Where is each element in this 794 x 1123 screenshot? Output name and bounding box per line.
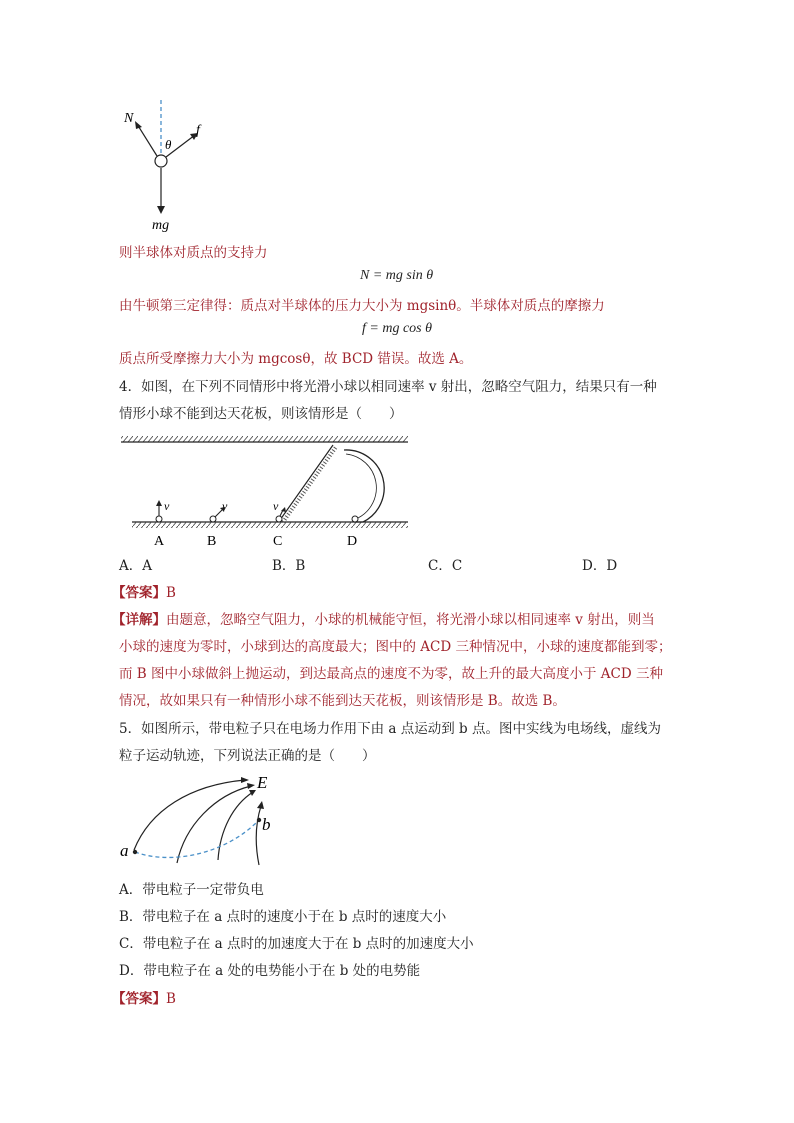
solution-line-2: 由牛顿第三定律得：质点对半球体的压力大小为 mgsinθ。半球体对质点的摩擦力: [119, 298, 605, 314]
incline-hatch: [283, 447, 336, 522]
q4-option-d: D．D: [582, 558, 618, 574]
field-line-2: [177, 786, 251, 863]
field-line-3: [218, 792, 253, 860]
ball-a: [156, 516, 162, 522]
incline: [280, 445, 333, 520]
label-point-a: a: [120, 841, 129, 860]
ground-hatch: [132, 522, 408, 528]
mass-point: [155, 155, 167, 167]
q4-detail-line-2: 小球的速度为零时，小球到达的高度最大；图中的 ACD 三种情况中，小球的速度都能到零；: [119, 639, 672, 655]
label-d: D: [347, 534, 358, 549]
q5-answer: [112, 989, 176, 1009]
formula-normal-force: N = mg sin θ: [360, 268, 434, 283]
q5-stem-line-2: 粒子运动轨迹，下列说法正确的是（ ）: [119, 748, 376, 764]
answer-value: B: [166, 991, 176, 1007]
label-b: B: [207, 534, 217, 549]
q4-stem-line-2: 情形小球不能到达天花板，则该情形是（ ）: [119, 406, 403, 422]
point-a: [133, 850, 137, 854]
label-point-b: b: [262, 815, 271, 834]
answer-tag: 【答案】: [112, 585, 166, 601]
q4-option-c: C．C: [428, 558, 463, 574]
solution-line-3: 质点所受摩擦力大小为 mgcosθ，故 BCD 错误。故选 A。: [119, 351, 473, 367]
solution-line-1: 则半球体对质点的支持力: [119, 245, 268, 261]
q4-option-b: B．B: [272, 558, 306, 574]
label-mg: mg: [152, 218, 170, 233]
field-line-4: [256, 806, 261, 865]
label-c: C: [273, 534, 283, 549]
label-f: f: [196, 123, 200, 138]
label-a: A: [154, 534, 165, 549]
q4-detail-line-4: 情况，故如果只有一种情形小球不能到达天花板，则该情形是 B。故选 B。: [119, 693, 566, 709]
q4-answer: [112, 583, 176, 603]
semicircle-inner: [346, 454, 376, 518]
q5-option-b: B．带电粒子在 a 点时的速度小于在 b 点时的速度大小: [119, 909, 447, 925]
point-b: [257, 818, 261, 822]
label-theta: θ: [165, 137, 172, 152]
label-N: N: [124, 111, 134, 126]
answer-tag: 【答案】: [112, 991, 166, 1007]
q5-option-a: A．带电粒子一定带负电: [119, 882, 264, 898]
ceiling-hatch: [121, 436, 408, 442]
answer-value: B: [166, 585, 176, 601]
force-diagram: [115, 100, 205, 235]
semicircle-track: [344, 450, 384, 522]
label-v-c: v: [273, 499, 279, 513]
ball-d: [352, 516, 358, 522]
q5-option-d: D．带电粒子在 a 处的电势能小于在 b 处的电势能: [119, 963, 421, 979]
label-v-b: v: [222, 499, 228, 513]
field-line-1: [134, 780, 245, 850]
q4-option-a: A．A: [119, 558, 152, 574]
normal-force-arrow: [137, 124, 157, 156]
label-v-a: v: [164, 499, 170, 513]
detail-tag: 【详解】: [112, 612, 166, 628]
arrow-c: [281, 507, 286, 512]
q4-stem-line-1: 4．如图，在下列不同情形中将光滑小球以相同速率 v 射出，忽略空气阻力，结果只有一种: [119, 379, 657, 395]
q5-stem-line-1: 5．如图所示，带电粒子只在电场力作用下由 a 点运动到 b 点。图中实线为电场线，虚线为: [119, 721, 661, 737]
formula-friction: f = mg cos θ: [362, 321, 432, 336]
q5-option-c: C．带电粒子在 a 点时的加速度大于在 b 点时的加速度大小: [119, 936, 474, 952]
q5-figure: [115, 770, 285, 870]
q4-detail-line-1: 【详解】由题意，忽略空气阻力，小球的机械能守恒，将光滑小球以相同速率 v 射出，则当: [112, 612, 655, 628]
q4-figure: [118, 430, 418, 550]
ball-c: [276, 516, 282, 522]
particle-trajectory: [135, 820, 259, 857]
label-e: E: [257, 773, 268, 792]
arrow-a: [156, 500, 162, 506]
q4-detail-line-3: 而 B 图中小球做斜上抛运动，到达最高点的速度不为零，故上升的最大高度小于 ACD 三种: [119, 666, 663, 682]
